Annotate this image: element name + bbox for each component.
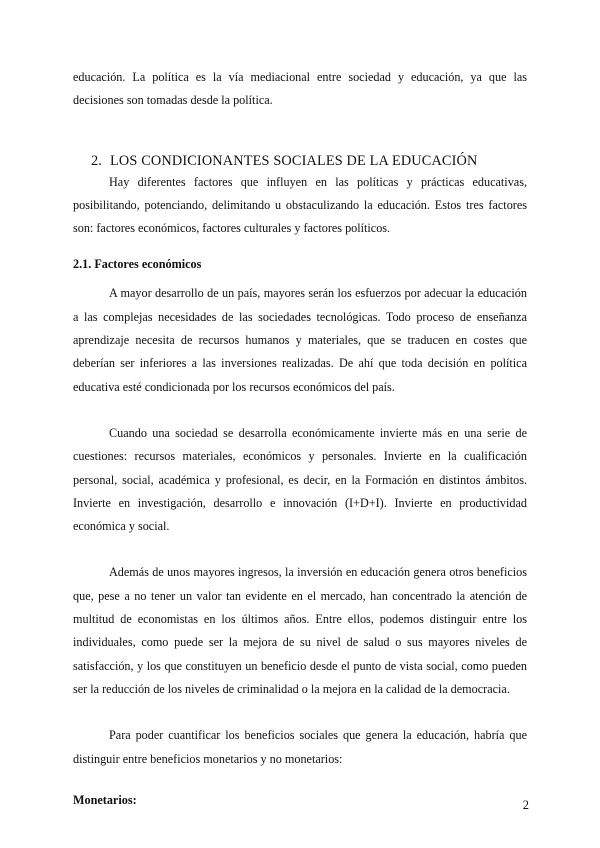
section-title: LOS CONDICIONANTES SOCIALES DE LA EDUCACIÓN (110, 152, 478, 169)
spacer (73, 274, 527, 282)
spacer (73, 538, 527, 561)
spacer (73, 113, 527, 151)
paragraph-economic-development: A mayor desarrollo de un país, mayores serán los esfuerzos por adecuar la educación a las complejas necesidades de las sociedades tecnológicas. Todo proceso de enseñanza aprendizaje necesita de recursos humanos y materiales, que se traducen en costes que deberían ser inferiores a las inversiones realizadas. De ahí que toda decisión en política educativa esté condicionada por los recursos económicos del país. (73, 286, 527, 394)
section-heading (73, 151, 527, 171)
spacer (73, 701, 527, 724)
section-paragraph: Hay diferentes factores que influyen en las políticas y prácticas educativas, posibilitando, potenciando, delimitando u obstaculizando la educación. Estos tres factores son: factores económicos, factores culturales y factores políticos. (73, 174, 527, 236)
intro-paragraph: educación. La política es la vía mediacional entre sociedad y educación, ya que las decisiones son tomadas desde la política. (73, 70, 527, 108)
subsection-heading: 2.1. Factores económicos (73, 257, 202, 272)
spacer (73, 771, 527, 790)
page-content (73, 66, 527, 810)
section-number: 2. (91, 152, 103, 169)
paragraph-quantify: Para poder cuantificar los beneficios sociales que genera la educación, habría que distinguir entre beneficios monetarios y no monetarios: (73, 728, 527, 766)
page-number: 2 (522, 798, 529, 812)
monetarios-label: Monetarios: (73, 792, 137, 807)
spacer (73, 240, 527, 254)
spacer (73, 399, 527, 422)
paragraph-investment: Cuando una sociedad se desarrolla económicamente invierte más en una serie de cuestiones: recursos materiales, económicos y personales. Invierte en la cualificación personal, social, académica y profesional, es decir, en la Formación en distintos ámbitos. Invierte en investigación, desarrollo e innovación (I+D+I). Invierte en productividad económica y social. (73, 425, 527, 534)
paragraph-benefits: Además de unos mayores ingresos, la inversión en educación genera otros beneficios que, pese a no tener un valor tan evidente en el mercado, han concentrado la atención de multitud de economistas en los últimos años. Entre ellos, podemos distinguir entre los individuales, como puede ser la mejora de su nivel de salud o sus mayores niveles de satisfacción, y los que constituyen un beneficio desde el punto de vista social, como pueden ser la reducción de los niveles de criminalidad o la mejora en la calidad de la democracia. (73, 565, 527, 696)
